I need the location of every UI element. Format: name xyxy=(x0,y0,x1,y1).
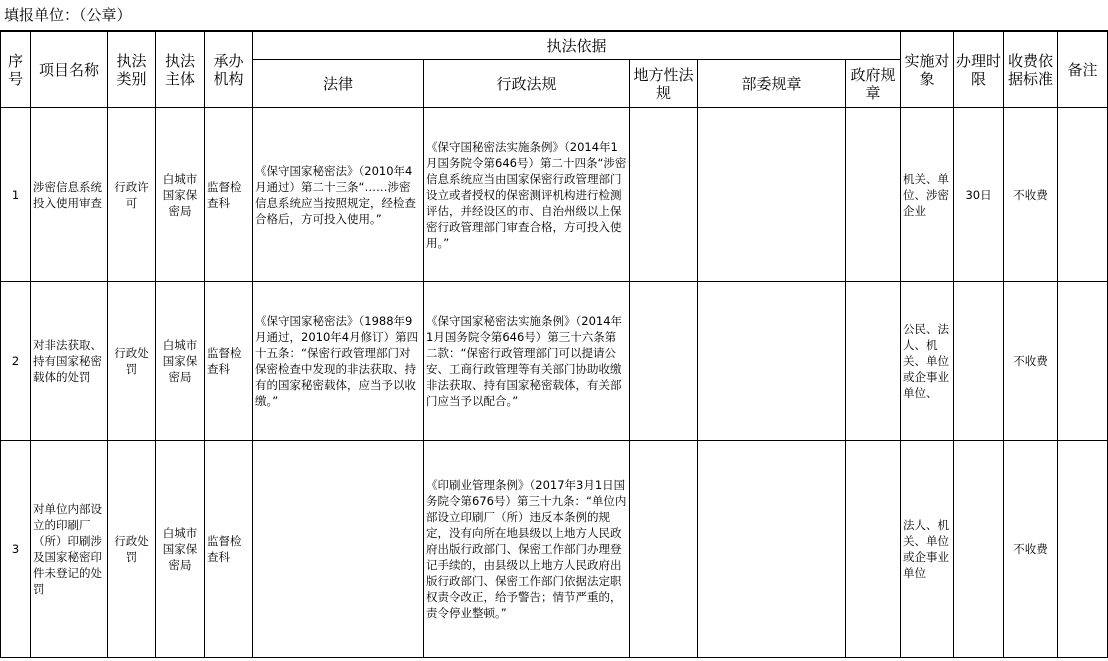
table-row xyxy=(1,108,1108,282)
row-law: 《保守国家秘密法》（2010年4月通过）第二十三条“……涉密信息系统应当按照规定，经检查合格后，方可投入使用。” xyxy=(253,108,424,282)
header-law: 法律 xyxy=(253,60,424,108)
header-type: 执法类别 xyxy=(108,32,156,108)
row-type: 行政处罚 xyxy=(108,441,156,658)
row-gov-rule xyxy=(846,282,901,441)
row-gov-rule xyxy=(846,108,901,282)
header-seq: 序号 xyxy=(1,32,31,108)
row-agency: 监督检查科 xyxy=(205,108,253,282)
header-fee: 收费依据标准 xyxy=(1004,32,1058,108)
row-note xyxy=(1058,282,1108,441)
header-basis: 执法依据 xyxy=(253,32,901,60)
row-time: 30日 xyxy=(954,108,1004,282)
header-admin-reg: 行政法规 xyxy=(424,60,630,108)
table-row xyxy=(1,441,1108,658)
row-law xyxy=(253,441,424,658)
row-note xyxy=(1058,441,1108,658)
row-type: 行政处罚 xyxy=(108,282,156,441)
row-target: 法人、机关、单位或企事业单位 xyxy=(901,441,954,658)
table-row xyxy=(1,282,1108,441)
row-gov-rule xyxy=(846,441,901,658)
row-item: 对非法获取、持有国家秘密载体的处罚 xyxy=(31,282,108,441)
row-time xyxy=(954,441,1004,658)
row-item: 对单位内部设立的印刷厂（所）印刷涉及国家秘密印件未登记的处罚 xyxy=(31,441,108,658)
row-item: 涉密信息系统投入使用审查 xyxy=(31,108,108,282)
row-admin-reg: 《保守国秘密法实施条例》（2014年1月国务院令第646号）第二十四条“涉密信息系统应当由国家保密行政管理部门设立或者授权的保密测评机构进行检测评估，并经设区的市、自治州级以上保密行政管理部门审查合格，方可投入使用。” xyxy=(424,108,630,282)
header-note: 备注 xyxy=(1058,32,1108,108)
header-item: 项目名称 xyxy=(31,32,108,108)
row-type: 行政许可 xyxy=(108,108,156,282)
row-local-reg xyxy=(630,441,698,658)
row-seq: 3 xyxy=(1,441,31,658)
row-fee: 不收费 xyxy=(1004,282,1058,441)
row-agency: 监督检查科 xyxy=(205,282,253,441)
row-local-reg xyxy=(630,108,698,282)
header-time: 办理时限 xyxy=(954,32,1004,108)
row-fee: 不收费 xyxy=(1004,441,1058,658)
row-note xyxy=(1058,108,1108,282)
row-local-reg xyxy=(630,282,698,441)
row-law: 《保守国家秘密法》（1988年9月通过，2010年4月修订）第四十五条：“保密行政管理部门对保密检查中发现的非法获取、持有的国家秘密载体，应当予以收缴。” xyxy=(253,282,424,441)
row-agency: 监督检查科 xyxy=(205,441,253,658)
row-dept-rule xyxy=(698,108,846,282)
row-time xyxy=(954,282,1004,441)
row-seq: 2 xyxy=(1,282,31,441)
row-seq: 1 xyxy=(1,108,31,282)
row-subject: 白城市国家保密局 xyxy=(156,108,205,282)
header-agency: 承办机构 xyxy=(205,32,253,108)
row-fee: 不收费 xyxy=(1004,108,1058,282)
law-enforcement-table xyxy=(0,31,1108,658)
row-dept-rule xyxy=(698,441,846,658)
row-admin-reg: 《印刷业管理条例》（2017年3月1日国务院令第676号）第三十九条：“单位内部设立印刷厂（所）违反本条例的规定，没有向所在地县级以上地方人民政府出版行政部门、保密工作部门办理登记手续的，由县级以上地方人民政府出版行政部门、保密工作部门依据法定职权责令改正，给予警告；情节严重的，责令停业整顿。” xyxy=(424,441,630,658)
row-dept-rule xyxy=(698,282,846,441)
header-gov-rule: 政府规章 xyxy=(846,60,901,108)
header-dept-rule: 部委规章 xyxy=(698,60,846,108)
filing-unit-label: 填报单位：（公章） xyxy=(0,0,1108,31)
header-target: 实施对象 xyxy=(901,32,954,108)
row-subject: 白城市国家保密局 xyxy=(156,282,205,441)
header-subject: 执法主体 xyxy=(156,32,205,108)
row-subject: 白城市国家保密局 xyxy=(156,441,205,658)
row-target: 公民、法人、机关、单位或企事业单位、 xyxy=(901,282,954,441)
row-admin-reg: 《保守国家秘密法实施条例》（2014年1月国务院令第646号）第三十六条第二款：“保密行政管理部门可以提请公安、工商行政管理等有关部门协助收缴非法获取、持有国家秘密载体，有关部门应当予以配合。” xyxy=(424,282,630,441)
row-target: 机关、单位、涉密企业 xyxy=(901,108,954,282)
header-local-reg: 地方性法规 xyxy=(630,60,698,108)
